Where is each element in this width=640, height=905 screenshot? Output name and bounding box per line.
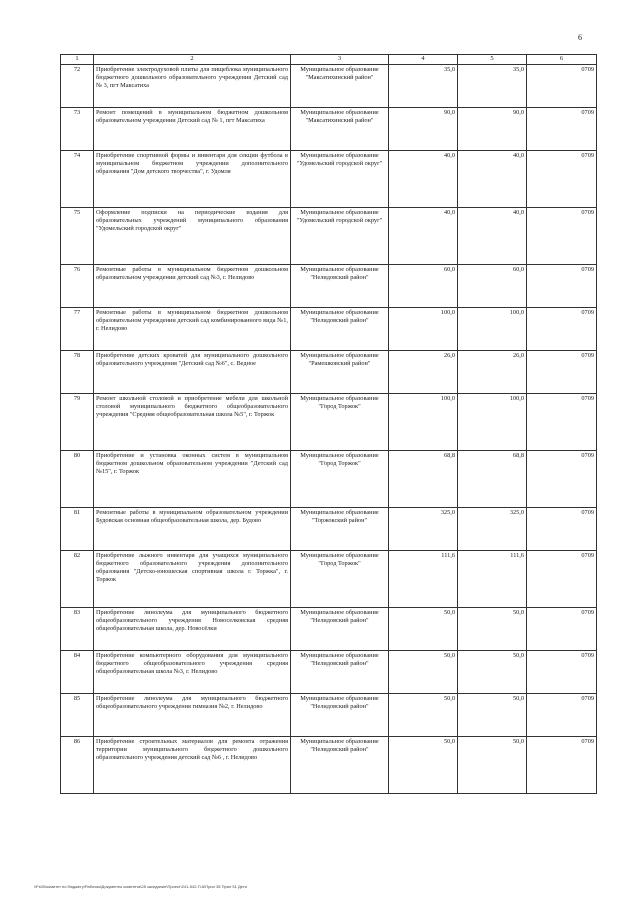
row-number: 80 [61, 450, 94, 507]
row-value-col5: 100,0 [458, 393, 527, 450]
row-description: Приобретение строительных материалов для ремонта отражения территории муниципального бюджетного дошкольного образовательного учреждения детский сад №6 , г. Нелидово [94, 736, 291, 793]
row-number: 76 [61, 264, 94, 307]
row-description: Ремонт помещений в муниципальном бюджетном дошкольном образовательном учреждении Детский сад № 1, пгт Максатиха [94, 107, 291, 150]
row-municipality: Муниципальное образование "Нелидовский район" [291, 650, 389, 693]
row-municipality: Муниципальное образование "Город Торжок" [291, 550, 389, 607]
row-description: Приобретение линолеума для муниципального бюджетного общеобразовательного учреждения гимназия №2, г. Нелидово [94, 693, 291, 736]
row-number: 72 [61, 64, 94, 107]
row-description: Приобретение компьютерного оборудования для муниципального бюджетного общеобразовательного учреждения средняя общеобразовательная школа №3, г. Нелидово [94, 650, 291, 693]
header-cell: 4 [389, 55, 458, 65]
table-row [61, 393, 597, 450]
row-budget-code: 0709 [527, 450, 597, 507]
table-row [61, 693, 597, 736]
row-value-col4: 325,0 [389, 507, 458, 550]
header-cell: 2 [94, 55, 291, 65]
row-number: 79 [61, 393, 94, 450]
row-number: 73 [61, 107, 94, 150]
row-municipality: Муниципальное образование "Максатихинский район" [291, 64, 389, 107]
row-number: 75 [61, 207, 94, 264]
row-value-col5: 111,6 [458, 550, 527, 607]
row-budget-code: 0709 [527, 693, 597, 736]
row-description: Приобретение детских кроватей для муниципального дошкольного образовательного учреждения "Детский сад №6", с. Ведное [94, 350, 291, 393]
row-description: Оформление подписки на периодические издания для образовательных учреждений муниципального образования "Удомельский городской округ" [94, 207, 291, 264]
row-budget-code: 0709 [527, 607, 597, 650]
row-budget-code: 0709 [527, 150, 597, 207]
row-value-col4: 68,8 [389, 450, 458, 507]
row-number: 86 [61, 736, 94, 793]
row-description: Ремонтные работы в муниципальном бюджетном дошкольном образовательном учреждении детский сад комбинированного вида №1, г. Нелидово [94, 307, 291, 350]
row-budget-code: 0709 [527, 64, 597, 107]
row-number: 77 [61, 307, 94, 350]
row-municipality: Муниципальное образование "Удомельский городской округ" [291, 150, 389, 207]
row-number: 83 [61, 607, 94, 650]
row-number: 82 [61, 550, 94, 607]
table-row [61, 550, 597, 607]
row-description: Ремонтные работы в муниципальном бюджетном дошкольном образовательном учреждении детский сад №3, г. Нелидово [94, 264, 291, 307]
table-row [61, 207, 597, 264]
row-municipality: Муниципальное образование "Торжокский район" [291, 507, 389, 550]
row-description: Приобретение линолеума для муниципального бюджетного общеобразовательного учреждения Новоселковская средняя общеобразовательная школа, дер. Новосёлки [94, 607, 291, 650]
page-number: 6 [578, 33, 582, 42]
row-description: Ремонт школьной столовой и приобретение мебели для школьной столовой муниципального бюджетного общеобразовательного учреждения "Средняя общеобразовательная школа №5", г. Торжок [94, 393, 291, 450]
row-value-col4: 50,0 [389, 693, 458, 736]
table-row [61, 736, 597, 793]
row-value-col4: 35,0 [389, 64, 458, 107]
row-description: Ремонтные работы в муниципальном образовательном учреждении Будовская основная общеобразовательная школа, дер. Будово [94, 507, 291, 550]
row-budget-code: 0709 [527, 264, 597, 307]
row-budget-code: 0709 [527, 550, 597, 607]
row-number: 84 [61, 650, 94, 693]
table-row [61, 107, 597, 150]
row-number: 85 [61, 693, 94, 736]
row-budget-code: 0709 [527, 736, 597, 793]
row-budget-code: 0709 [527, 507, 597, 550]
row-budget-code: 0709 [527, 307, 597, 350]
row-municipality: Муниципальное образование "Максатихинский район" [291, 107, 389, 150]
row-budget-code: 0709 [527, 207, 597, 264]
row-value-col5: 50,0 [458, 736, 527, 793]
row-description: Приобретение лыжного инвентаря для учащихся муниципального бюджетного образовательного учреждения дополнительного образования "Детско-юношеская спортивная школа г. Торжка", г. Торжок [94, 550, 291, 607]
table-body [61, 64, 597, 793]
header-cell: 3 [291, 55, 389, 65]
row-description: Приобретение электродуховой плиты для пищеблока муниципального бюджетного дошкольного образовательного учреждения Детский сад № 3, пгт Максатиха [94, 64, 291, 107]
row-municipality: Муниципальное образование "Нелидовский район" [291, 264, 389, 307]
row-number: 78 [61, 350, 94, 393]
table-row [61, 650, 597, 693]
row-value-col4: 60,0 [389, 264, 458, 307]
row-budget-code: 0709 [527, 107, 597, 150]
row-value-col5: 40,0 [458, 150, 527, 207]
row-value-col4: 90,0 [389, 107, 458, 150]
row-value-col4: 50,0 [389, 736, 458, 793]
row-value-col5: 68,8 [458, 450, 527, 507]
header-cell: 5 [458, 55, 527, 65]
table-row [61, 450, 597, 507]
row-value-col4: 100,0 [389, 307, 458, 350]
row-municipality: Муниципальное образование "Нелидовский район" [291, 307, 389, 350]
row-municipality: Муниципальное образование "Город Торжок" [291, 393, 389, 450]
allocation-table [60, 54, 597, 794]
row-value-col4: 100,0 [389, 393, 458, 450]
row-description: Приобретение и установка оконных систем в муниципальном бюджетном дошкольном образовательном учреждении "Детский сад №15", г. Торжок [94, 450, 291, 507]
row-municipality: Муниципальное образование "Рамешковский район" [291, 350, 389, 393]
table-row [61, 150, 597, 207]
row-municipality: Муниципальное образование "Нелидовский район" [291, 607, 389, 650]
row-number: 81 [61, 507, 94, 550]
header-row [61, 55, 597, 65]
row-value-col4: 50,0 [389, 607, 458, 650]
row-value-col5: 50,0 [458, 607, 527, 650]
row-value-col5: 40,0 [458, 207, 527, 264]
row-value-col5: 26,0 [458, 350, 527, 393]
row-value-col4: 26,0 [389, 350, 458, 393]
row-description: Приобретение спортивной формы и инвентаря для секции футбола в муниципальном бюджетном учреждении дополнительного образования "Дом детского творчества", г. Удомля [94, 150, 291, 207]
row-value-col5: 90,0 [458, 107, 527, 150]
row-budget-code: 0709 [527, 650, 597, 693]
header-cell: 1 [61, 55, 94, 65]
row-value-col4: 111,6 [389, 550, 458, 607]
row-value-col5: 50,0 [458, 650, 527, 693]
table-row [61, 307, 597, 350]
row-value-col5: 60,0 [458, 264, 527, 307]
row-municipality: Муниципальное образование "Удомельский городской округ" [291, 207, 389, 264]
row-value-col4: 40,0 [389, 207, 458, 264]
row-municipality: Муниципальное образование "Нелидовский район" [291, 736, 389, 793]
row-municipality: Муниципальное образование "Нелидовский район" [291, 693, 389, 736]
row-municipality: Муниципальное образование "Город Торжок" [291, 450, 389, 507]
row-number: 74 [61, 150, 94, 207]
table-row [61, 507, 597, 550]
row-value-col5: 100,0 [458, 307, 527, 350]
row-budget-code: 0709 [527, 350, 597, 393]
row-value-col5: 35,0 [458, 64, 527, 107]
row-value-col4: 40,0 [389, 150, 458, 207]
table-row [61, 264, 597, 307]
row-value-col5: 325,0 [458, 507, 527, 550]
row-budget-code: 0709 [527, 393, 597, 450]
table-row [61, 350, 597, 393]
row-value-col5: 50,0 [458, 693, 527, 736]
row-value-col4: 50,0 [389, 650, 458, 693]
table-row [61, 64, 597, 107]
table-row [61, 607, 597, 650]
header-cell: 6 [527, 55, 597, 65]
footer-file-path: \\Fs00\комитет по бюджету\Рабочая\Документы комитета\28 заседание\Проект\241-542-П-6\Прил 35 Прил 51 Дети [34, 884, 247, 889]
